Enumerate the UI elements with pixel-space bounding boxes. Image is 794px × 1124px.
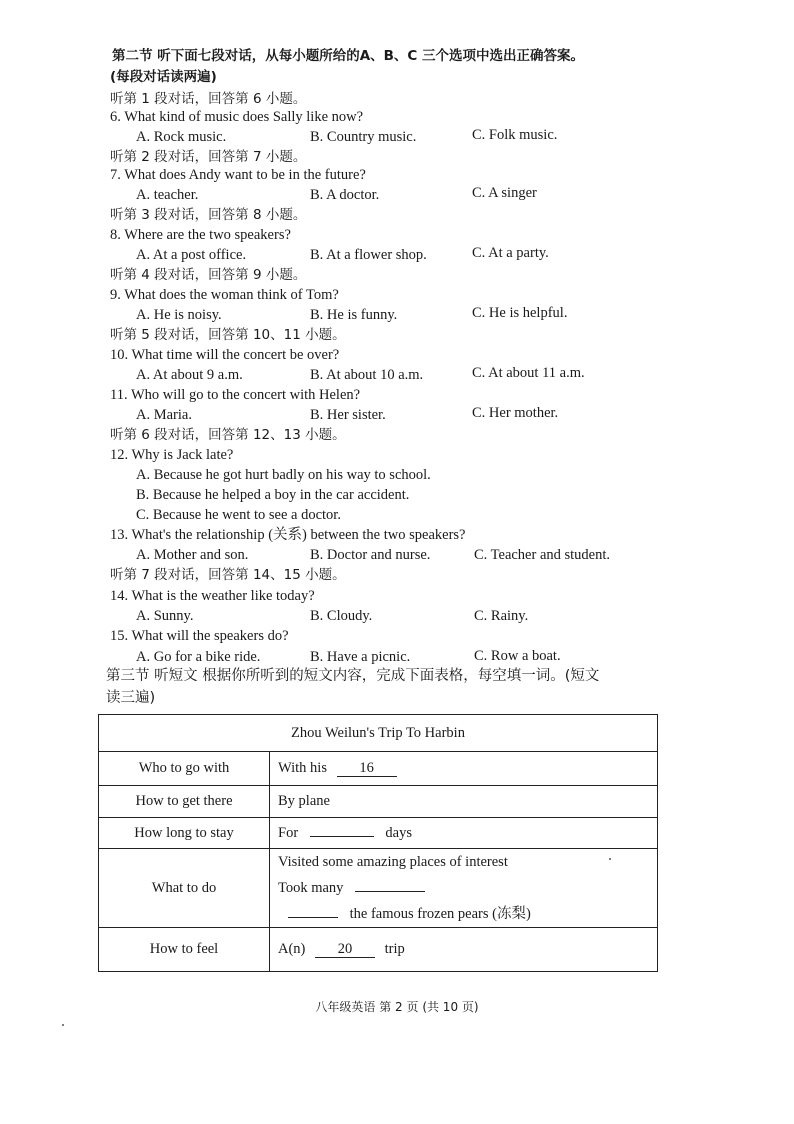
row-value: By plane: [270, 786, 658, 818]
question-12: 12. Why is Jack late?: [110, 447, 234, 463]
question-7: 7. What does Andy want to be in the future?: [110, 167, 366, 183]
row-text-before: For: [278, 824, 299, 841]
option-a: A. Sunny.: [136, 608, 194, 624]
option-c: C. Row a boat.: [474, 648, 561, 664]
table-title-row: [99, 715, 658, 752]
option-a: A. At a post office.: [136, 247, 247, 263]
row-text: With his: [278, 760, 327, 776]
option-a: A. He is noisy.: [136, 307, 222, 323]
question-8: 8. Where are the two speakers?: [110, 227, 291, 243]
section3-heading: 第三节 听短文 根据你所听到的短文内容，完成下面表格，每空填一词。(短文: [106, 668, 600, 684]
question-10: 10. What time will the concert be over?: [110, 347, 340, 363]
dialogue-intro: 听第 7 段对话，回答第 14、15 小题。: [110, 567, 346, 583]
question-14: 14. What is the weather like today?: [110, 588, 315, 604]
row-line-3: [278, 901, 649, 927]
row-line-2: [278, 875, 649, 901]
table-title: Zhou Weilun's Trip To Harbin: [99, 715, 658, 752]
option-c: C. Teacher and student.: [474, 547, 611, 563]
row-text-after: days: [385, 824, 412, 841]
trip-table: [98, 714, 658, 972]
question-6: 6. What kind of music does Sally like now?: [110, 109, 364, 125]
option-a: A. Rock music.: [136, 129, 227, 145]
question-9: 9. What does the woman think of Tom?: [110, 287, 339, 303]
dialogue-intro: 听第 5 段对话，回答第 10、11 小题。: [110, 327, 346, 343]
row-text: Took many: [278, 880, 344, 896]
row-value: [270, 928, 658, 972]
option-c: C. Rainy.: [474, 608, 529, 624]
dialogue-intro: 听第 6 段对话，回答第 12、13 小题。: [110, 427, 346, 443]
option-b: B. At a flower shop.: [310, 247, 427, 263]
row-label: How to get there: [99, 786, 270, 818]
dialogue-intro: 听第 1 段对话，回答第 6 小题。: [110, 91, 307, 107]
option-b: B. Have a picnic.: [310, 649, 411, 665]
dialogue-intro: 听第 2 段对话，回答第 7 小题。: [110, 149, 307, 165]
option-a: A. teacher.: [136, 187, 199, 203]
answer-blank-18[interactable]: [355, 891, 425, 892]
table-row: [99, 752, 658, 786]
row-value: [270, 849, 658, 928]
option-c: C. At about 11 a.m.: [472, 365, 585, 381]
row-label: Who to go with: [99, 752, 270, 786]
question-13: 13. What's the relationship (关系) between the two speakers?: [110, 527, 466, 543]
option-b: B. Cloudy.: [310, 608, 373, 624]
question-15: 15. What will the speakers do?: [110, 628, 289, 644]
section2-heading-note: (每段对话读两遍): [110, 69, 217, 85]
table-row: [99, 818, 658, 849]
answer-blank-20[interactable]: 20: [315, 941, 375, 958]
section3-heading-note: 读三遍): [106, 690, 156, 706]
row-text-before: A(n): [278, 941, 306, 957]
option-a: A. Because he got hurt badly on his way to school.: [136, 467, 431, 483]
option-b: B. Doctor and nurse.: [310, 547, 431, 563]
option-a: A. Mother and son.: [136, 547, 249, 563]
option-b: B. He is funny.: [310, 307, 398, 323]
question-11: 11. Who will go to the concert with Helen?: [110, 387, 361, 403]
table-row: [99, 849, 658, 928]
answer-blank-16[interactable]: 16: [337, 760, 397, 777]
answer-blank-17[interactable]: [310, 836, 374, 837]
option-a: A. At about 9 a.m.: [136, 367, 243, 383]
option-b: B. A doctor.: [310, 187, 380, 203]
option-a: A. Go for a bike ride.: [136, 649, 261, 665]
option-c: C. He is helpful.: [472, 305, 568, 321]
row-value: [270, 818, 658, 849]
section2-heading: 第二节 听下面七段对话，从每小题所给的A、B、C 三个选项中选出正确答案。: [112, 48, 585, 64]
row-text-after: trip: [384, 941, 405, 957]
option-c: C. A singer: [472, 185, 537, 201]
table-row: [99, 786, 658, 818]
option-b: B. At about 10 a.m.: [310, 367, 424, 383]
option-c: C. At a party.: [472, 245, 549, 261]
option-a: A. Maria.: [136, 407, 192, 423]
row-value: [270, 752, 658, 786]
option-c: C. Her mother.: [472, 405, 559, 421]
row-label: What to do: [99, 849, 270, 928]
answer-blank-19[interactable]: [288, 917, 338, 918]
option-c: C. Folk music.: [472, 127, 558, 143]
table-row: [99, 928, 658, 972]
option-b: B. Country music.: [310, 129, 417, 145]
row-line-1: Visited some amazing places of interest: [278, 854, 508, 870]
option-c: C. Because he went to see a doctor.: [136, 507, 341, 523]
page-footer: 八年级英语 第 2 页 (共 10 页): [315, 1000, 479, 1014]
row-text: the famous frozen pears (冻梨): [349, 906, 531, 922]
row-label: How to feel: [99, 928, 270, 972]
option-b: B. Because he helped a boy in the car accident.: [136, 487, 410, 503]
scan-speck: [62, 1024, 64, 1026]
dialogue-intro: 听第 3 段对话，回答第 8 小题。: [110, 207, 307, 223]
dialogue-intro: 听第 4 段对话，回答第 9 小题。: [110, 267, 307, 283]
option-b: B. Her sister.: [310, 407, 386, 423]
row-label: How long to stay: [99, 818, 270, 849]
scan-speck: [609, 858, 611, 860]
